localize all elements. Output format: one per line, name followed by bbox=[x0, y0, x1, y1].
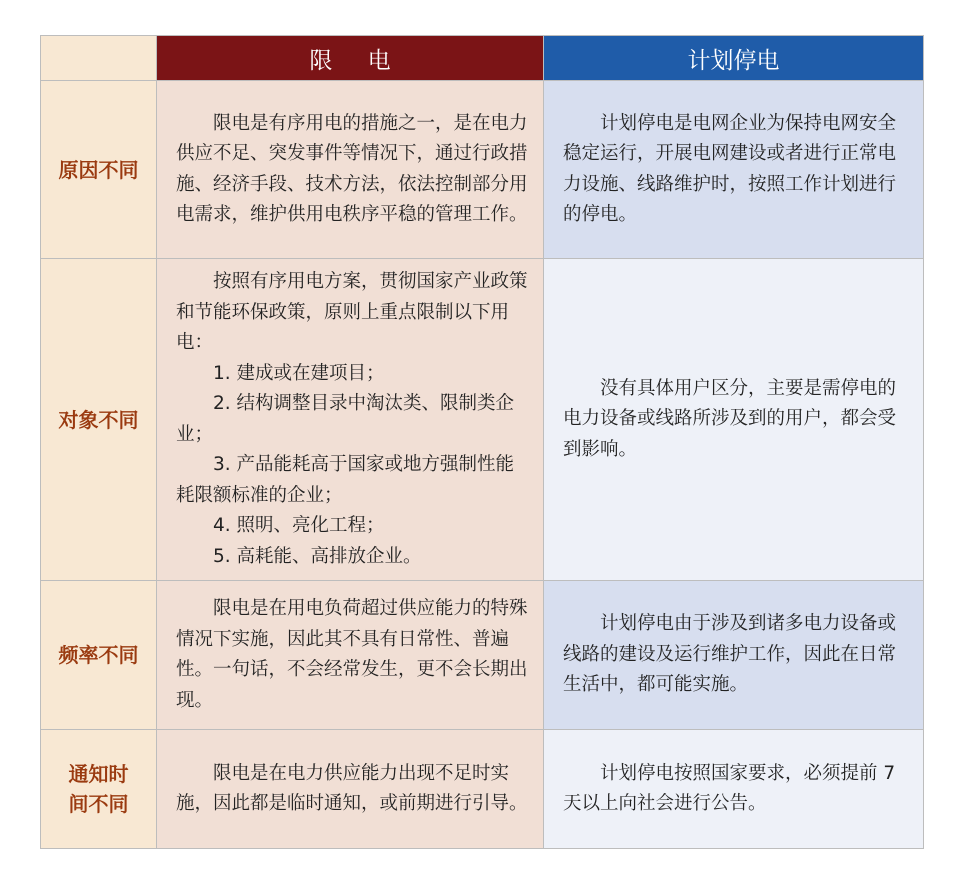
limit-item-4: 4. 照明、亮化工程； bbox=[213, 515, 385, 536]
plan-text-reason: 计划停电是电网企业为保持电网安全稳定运行，开展电网建设或者进行正常电力设施、线路维护时，按照工作计划进行的停电。 bbox=[563, 112, 897, 225]
limit-item-2: 2. 结构调整目录中淘汰类、限制类企业； bbox=[176, 393, 515, 445]
limit-text-reason: 限电是有序用电的措施之一，是在电力供应不足、突发事件等情况下，通过行政措施、经济手段、技术方法，依法控制部分用电需求，维护供用电秩序平稳的管理工作。 bbox=[176, 112, 528, 225]
table-row-notice bbox=[41, 730, 924, 849]
plan-cell-reason bbox=[544, 81, 924, 259]
limit-cell-reason bbox=[157, 81, 544, 259]
row-label-notice-line-2: 间不同 bbox=[68, 792, 129, 816]
limit-intro: 按照有序用电方案，贯彻国家产业政策和节能环保政策，原则上重点限制以下用电： bbox=[176, 271, 528, 353]
limit-cell-frequency bbox=[157, 581, 544, 730]
table-row-reason bbox=[41, 81, 924, 259]
plan-cell-frequency bbox=[544, 581, 924, 730]
limit-item-5: 5. 高耗能、高排放企业。 bbox=[213, 545, 422, 567]
header-row bbox=[41, 36, 924, 81]
limit-item-1: 1. 建成或在建项目； bbox=[213, 362, 385, 384]
limit-cell-notice bbox=[157, 730, 544, 849]
limit-text-frequency: 限电是在用电负荷超过供应能力的特殊情况下实施，因此其不具有日常性、普遍性。一句话，不会经常发生，更不会长期出现。 bbox=[176, 598, 528, 711]
table-row-target bbox=[41, 259, 924, 581]
row-label-reason: 原因不同 bbox=[41, 81, 157, 259]
comparison-table bbox=[40, 35, 924, 849]
row-label-target: 对象不同 bbox=[41, 259, 157, 581]
header-corner bbox=[41, 36, 157, 81]
table-row-frequency bbox=[41, 581, 924, 730]
plan-text-notice: 计划停电按照国家要求，必须提前 7 天以上向社会进行公告。 bbox=[563, 762, 896, 814]
limit-item-3: 3. 产品能耗高于国家或地方强制性能耗限额标准的企业； bbox=[176, 454, 515, 506]
plan-text-frequency: 计划停电由于涉及到诸多电力设备或线路的建设及运行维护工作，因此在日常生活中，都可能实施。 bbox=[563, 613, 897, 696]
row-label-frequency: 频率不同 bbox=[41, 581, 157, 730]
limit-text-notice: 限电是在电力供应能力出现不足时实施，因此都是临时通知，或前期进行引导。 bbox=[176, 762, 528, 814]
plan-cell-notice bbox=[544, 730, 924, 849]
row-label-notice bbox=[41, 730, 157, 849]
limit-cell-target bbox=[157, 259, 544, 581]
plan-text-target: 没有具体用户区分，主要是需停电的电力设备或线路所涉及到的用户，都会受到影响。 bbox=[563, 377, 897, 460]
header-limit: 限 电 bbox=[157, 36, 544, 81]
limit-list-target bbox=[157, 267, 543, 572]
plan-cell-target bbox=[544, 259, 924, 581]
row-label-notice-line-1: 通知时 bbox=[68, 762, 129, 786]
header-plan: 计划停电 bbox=[544, 36, 924, 81]
